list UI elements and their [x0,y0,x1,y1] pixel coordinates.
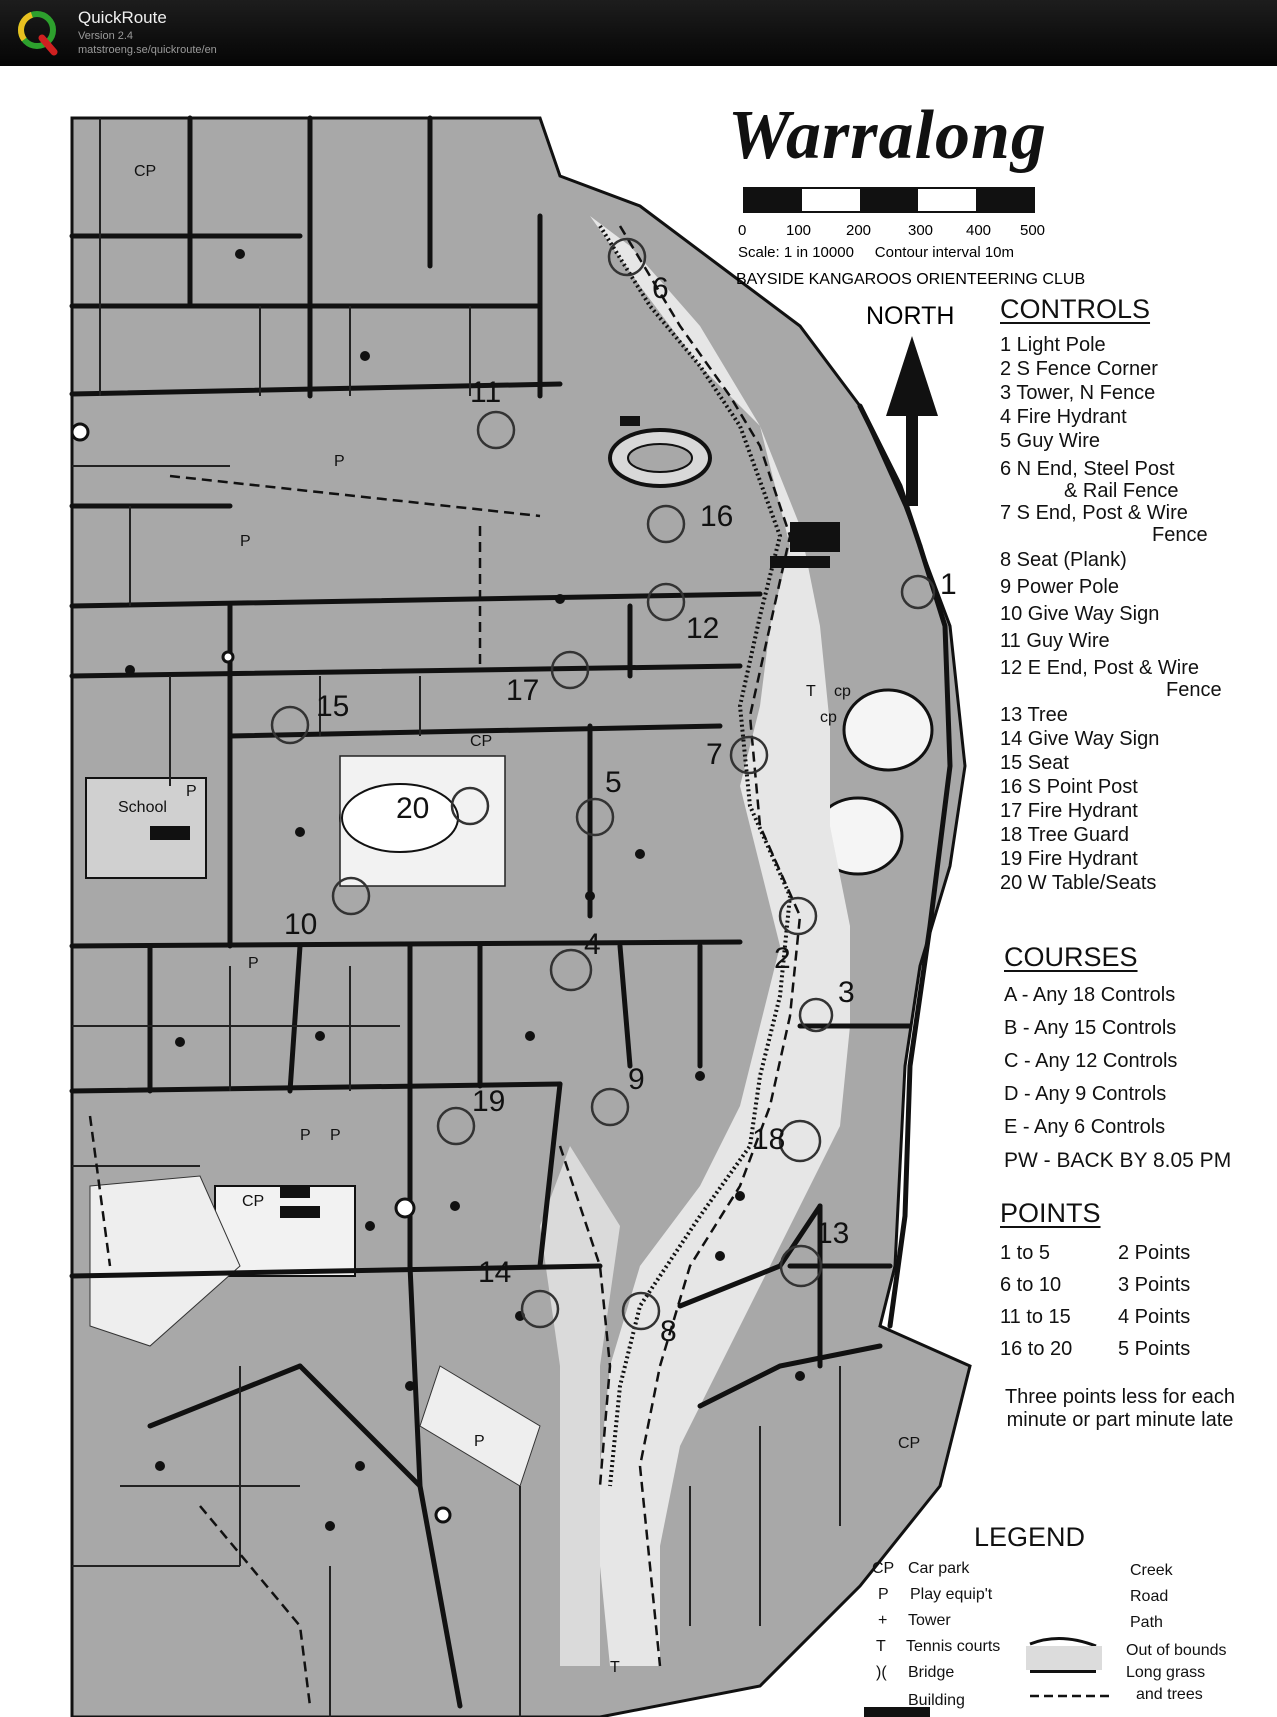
tennis-label: T [806,683,816,700]
penalty-line: Three points less for each [1004,1386,1236,1408]
control-label-14: 14 [478,1256,512,1289]
points-range: 1 to 5 [1000,1242,1051,1264]
carpark-label: CP [242,1193,265,1210]
points-value: 4 Points [1118,1306,1191,1328]
scale-number: 0 [738,222,747,239]
play-label: P [248,955,259,972]
control-description: 2 S Fence Corner [1000,358,1158,380]
control-description: 10 Give Way Sign [1000,603,1160,625]
control-description: 18 Tree Guard [1000,824,1129,846]
courses-heading: COURSES [1004,942,1138,972]
control-description-cont: & Rail Fence [1064,480,1179,502]
control-description: 9 Power Pole [1000,576,1119,598]
course-item: B - Any 15 Controls [1004,1017,1177,1039]
legend-label-long-grass: Long grass [1126,1664,1206,1681]
carpark-label: CP [134,163,157,180]
scale-number: 300 [908,222,934,239]
control-description: 11 Guy Wire [1000,630,1110,652]
carpark-label: CP [898,1435,921,1452]
courses-list [1004,942,1274,1177]
legend-label-path: Path [1130,1614,1163,1631]
points-value: 5 Points [1118,1338,1191,1360]
play-label: P [474,1433,485,1450]
control-label-11: 11 [470,376,502,409]
app-version: Version 2.4 [78,30,134,42]
control-label-4: 4 [584,928,601,961]
carpark-label-lower: cp [820,709,837,726]
legend-symbol-tower-icon: + [878,1612,888,1629]
legend-label-trees: and trees [1136,1686,1203,1703]
club-name: BAYSIDE KANGAROOS ORIENTEERING CLUB [736,271,1086,288]
controls-heading: CONTROLS [1000,294,1151,324]
points-row [1000,1301,1270,1333]
play-label: P [240,533,251,550]
app-name: QuickRoute [78,8,167,27]
legend-symbol-carpark: CP [872,1560,895,1577]
course-item: C - Any 12 Controls [1004,1050,1178,1072]
control-description: 14 Give Way Sign [1000,728,1160,750]
control-label-19: 19 [472,1085,506,1118]
scale-text-line [738,244,1014,261]
points-table [1000,1198,1270,1365]
control-label-3: 3 [838,976,855,1009]
control-description: 13 Tree [1000,704,1068,726]
penalty-note [980,1386,1260,1432]
play-label: P [300,1127,311,1144]
penalty-line: minute or part minute late [1006,1409,1234,1431]
play-label: P [334,453,345,470]
carpark-label-lower: cp [834,683,851,700]
control-description: 8 Seat (Plank) [1000,549,1127,571]
control-description: 4 Fire Hydrant [1000,406,1127,428]
control-label-20: 20 [396,792,430,825]
points-range: 11 to 15 [1000,1306,1071,1328]
legend-label-carpark: Car park [908,1560,970,1577]
control-label-15: 15 [316,690,350,723]
control-description: 7 S End, Post & Wire [1000,502,1188,524]
map-canvas[interactable] [0,66,1277,1717]
control-description: 15 Seat [1000,752,1069,774]
title-bar [0,0,1277,66]
legend-heading: LEGEND [974,1522,1086,1552]
legend-label-tennis: Tennis courts [906,1638,1001,1655]
control-label-9: 9 [628,1063,645,1096]
legend-symbol-bridge-icon: )( [876,1664,887,1681]
scale-number: 200 [846,222,872,239]
play-label: P [330,1127,341,1144]
points-row [1000,1269,1270,1301]
points-row [1000,1333,1270,1365]
app-url[interactable]: matstroeng.se/quickroute/en [78,44,217,56]
control-label-1: 1 [940,568,957,601]
control-description: 20 W Table/Seats [1000,872,1157,894]
course-item: A - Any 18 Controls [1004,984,1176,1006]
oval-east-1 [844,690,932,770]
control-label-8: 8 [660,1315,677,1348]
control-description: 12 E End, Post & Wire [1000,657,1199,679]
control-label-7: 7 [706,738,723,771]
quickroute-logo-icon [16,8,62,56]
control-description: 5 Guy Wire [1000,430,1101,452]
control-description-cont: Fence [1166,679,1222,701]
control-description: 6 N End, Steel Post [1000,458,1175,480]
legend-label-out-of-bounds: Out of bounds [1126,1642,1227,1659]
scale-number: 500 [1020,222,1046,239]
points-range: 6 to 10 [1000,1274,1062,1296]
control-label-18: 18 [752,1123,786,1156]
contour-text: Contour interval 10m [874,244,1014,261]
points-heading: POINTS [1000,1198,1101,1228]
control-description-cont: Fence [1152,524,1208,546]
carpark-label: CP [470,733,493,750]
scale-number: 400 [966,222,992,239]
points-value: 3 Points [1118,1274,1191,1296]
control-description: 16 S Point Post [1000,776,1138,798]
control-label-5: 5 [605,766,622,799]
scale-text: Scale: 1 in 10000 [738,244,854,261]
tennis-label: T [610,1659,620,1676]
legend-label-bridge: Bridge [908,1664,955,1681]
control-description: 17 Fire Hydrant [1000,800,1138,822]
school-label: School [118,799,167,816]
control-label-10: 10 [284,908,318,941]
controls-list [1000,294,1270,895]
legend-label-tower: Tower [908,1612,951,1629]
map-title: Warralong [728,97,1047,174]
scale-number: 100 [786,222,812,239]
control-label-17: 17 [506,674,540,707]
legend-label-road: Road [1130,1588,1169,1605]
control-description: 19 Fire Hydrant [1000,848,1138,870]
points-value: 2 Points [1118,1242,1191,1264]
legend-label-play: Play equip't [910,1586,993,1603]
points-range: 16 to 20 [1000,1338,1073,1360]
control-description: 1 Light Pole [1000,334,1106,356]
course-item: E - Any 6 Controls [1004,1116,1166,1138]
control-label-6: 6 [652,272,669,305]
legend-symbol-play: P [878,1586,889,1603]
legend-label-building: Building [908,1692,965,1709]
scale-bar [744,188,1034,212]
course-item: D - Any 9 Controls [1004,1083,1167,1105]
points-row [1000,1237,1270,1269]
play-label: P [186,783,197,800]
control-label-16: 16 [700,500,734,533]
control-label-12: 12 [686,612,720,645]
control-label-2: 2 [774,942,791,975]
course-item: PW - BACK BY 8.05 PM [1004,1149,1232,1172]
control-label-13: 13 [816,1217,850,1250]
legend-swatch-out-of-bounds [1026,1646,1102,1670]
legend-symbol-tennis: T [876,1638,886,1655]
north-label: NORTH [866,302,955,330]
legend-label-creek: Creek [1130,1562,1173,1579]
control-description: 3 Tower, N Fence [1000,382,1156,404]
